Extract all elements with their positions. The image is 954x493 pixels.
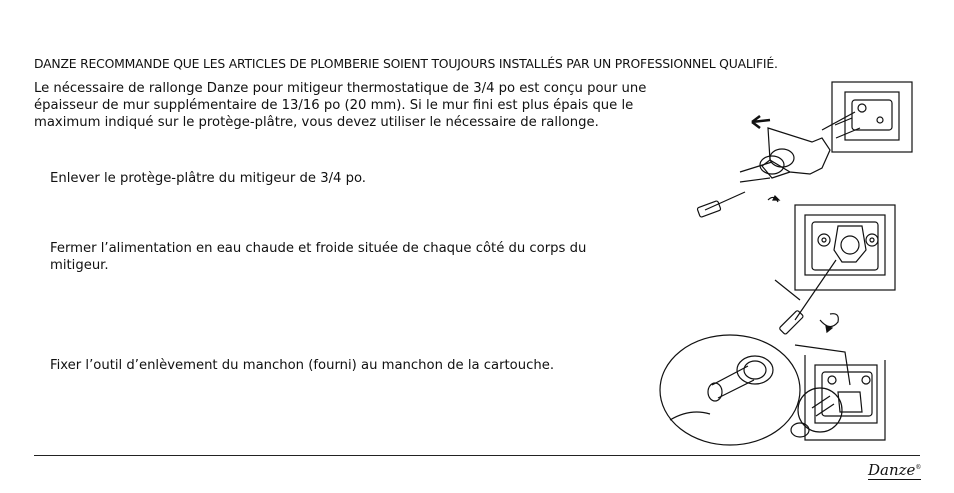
logo-text: Danze (868, 461, 916, 479)
danze-logo (868, 459, 921, 480)
step-1-text: Enlever le protège-plâtre du mitigeur de 3/4 po. (50, 171, 367, 186)
illustration-step-3 (660, 335, 885, 445)
footer-divider (34, 455, 920, 456)
safety-notice: DANZE RECOMMANDE QUE LES ARTICLES DE PLOMBERIE SOIENT TOUJOURS INSTALLÉS PAR UN PROFESSIONNEL QUALIFIÉ. (34, 56, 778, 71)
illustration-step-2 (775, 205, 895, 335)
step-3-text: Fixer l’outil d’enlèvement du manchon (fourni) au manchon de la cartouche. (50, 358, 555, 373)
intro-paragraph: Le nécessaire de rallonge Danze pour mitigeur thermostatique de 3/4 po est conçu pour une épaisseur de mur supplémentaire de 13/16 po (20 mm). Si le mur fini est plus épais que le maximum indiqué sur le protège-plâtre, vous devez utiliser le nécessaire de rallonge. (34, 81, 647, 130)
registered-mark: ® (915, 464, 922, 471)
step-2-text: Fermer l’alimentation en eau chaude et froide située de chaque côté du corps du mitigeur. (50, 241, 587, 273)
illustration-step-1 (697, 82, 912, 217)
